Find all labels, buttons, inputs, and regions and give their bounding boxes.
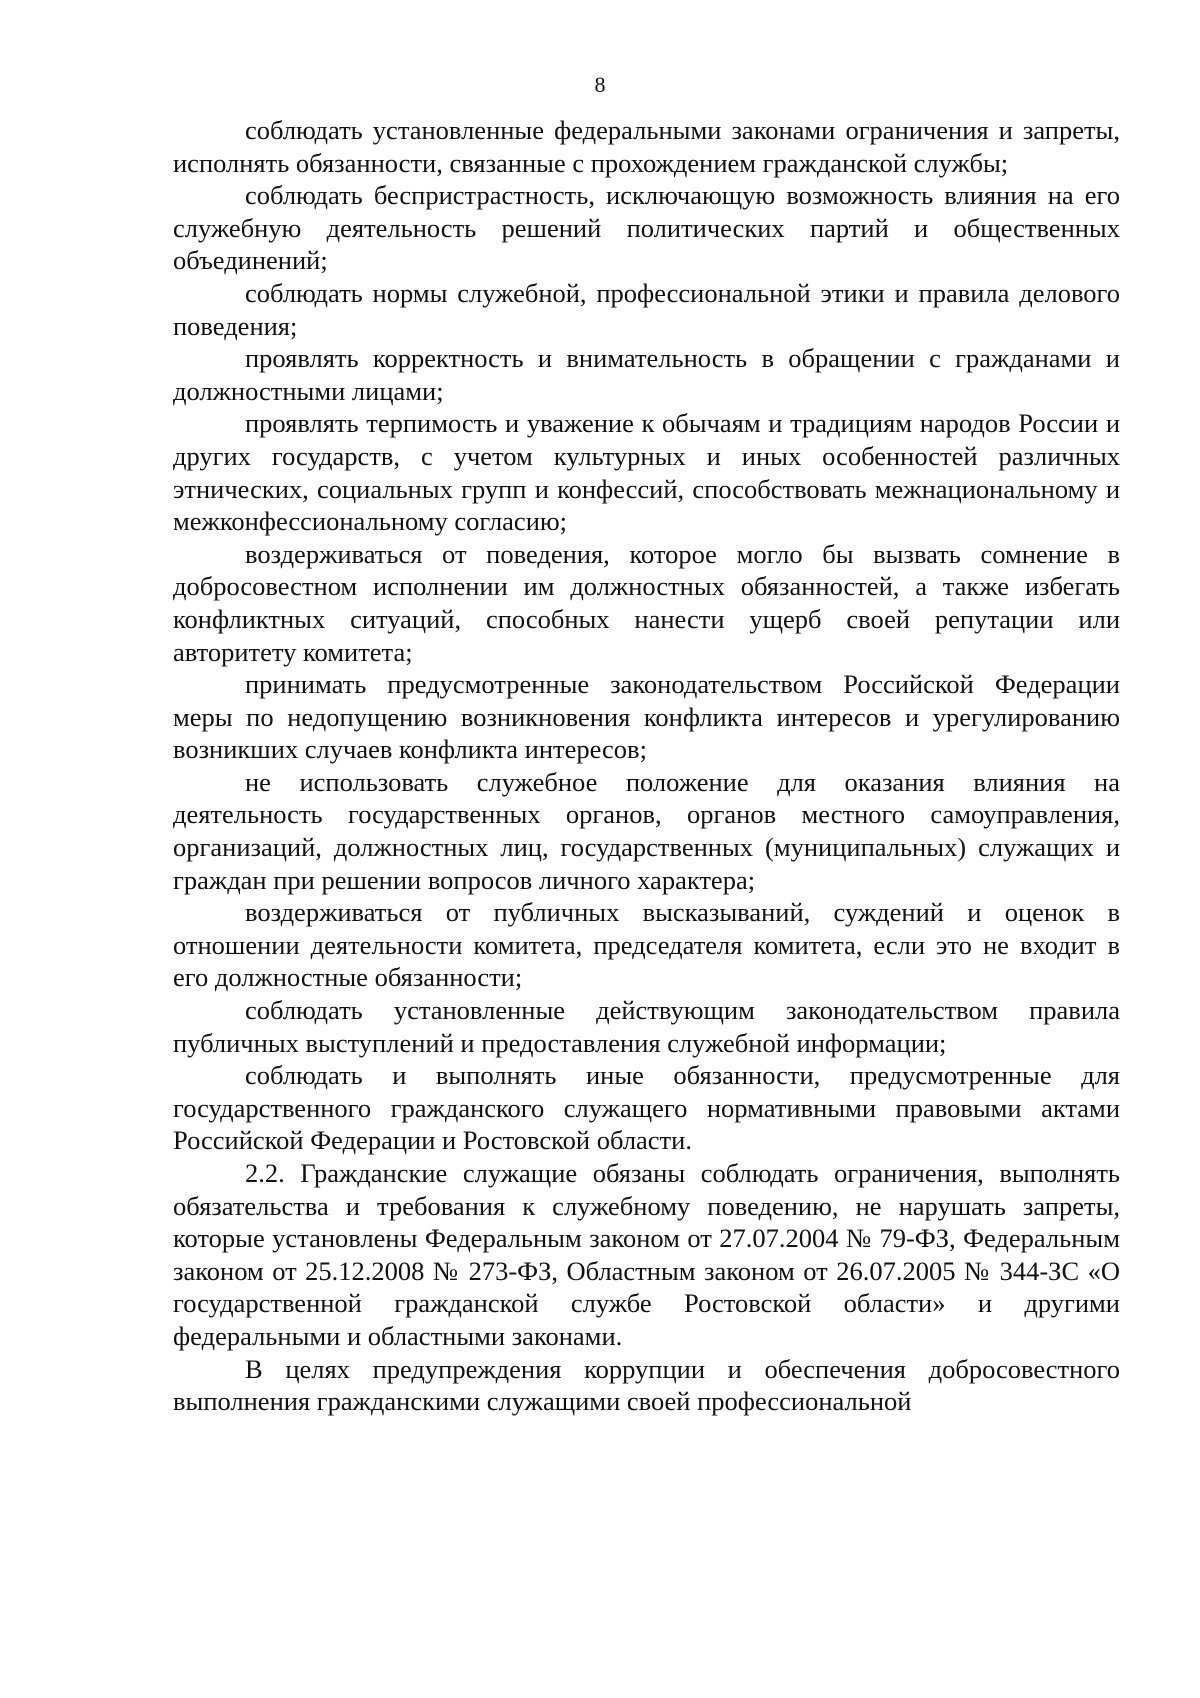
paragraph-3: соблюдать нормы служебной, профессиональной этики и правила делового поведения; [173,277,1120,341]
paragraph-10: соблюдать установленные действующим законодательством правила публичных выступлений и предоставления служебной информации; [173,995,1120,1058]
paragraph-8: не использовать служебное положение для оказания влияния на деятельность государственных органов, органов местного самоуправления, организаций, должностных лиц, государственных (муниципальных) служащих и граждан при решении вопросов личного характера; [173,766,1120,895]
paragraph-12: 2.2. Гражданские служащие обязаны соблюдать ограничения, выполнять обязательства и требования к служебному поведению, не нарушать запреты, которые установлены Федеральным законом от 27.07.2004 № 79-ФЗ, Федеральным законом от 25.12.2008 № 273-ФЗ, Областным законом от 26.07.2005 № 344-ЗС «О государственной гражданской службе Ростовской области» и другими федеральными и областными законами. [173,1158,1120,1351]
paragraph-11: соблюдать и выполнять иные обязанности, предусмотренные для государственного гражданского служащего нормативными правовыми актами Российской Федерации и Ростовской области. [173,1060,1120,1156]
paragraph-2: соблюдать беспристрастность, исключающую возможность влияния на его служебную деятельность решений политических партий и общественных объединений; [173,180,1120,276]
paragraph-6: воздерживаться от поведения, которое могло бы вызвать сомнение в добросовестном исполнении им должностных обязанностей, а также избегать конфликтных ситуаций, способных нанести ущерб своей репутации или авторитету комитета; [173,538,1120,667]
paragraph-13: В целях предупреждения коррупции и обеспечения добросовестного выполнения гражданскими служащими своей профессиональной [173,1353,1120,1417]
paragraph-1: соблюдать установленные федеральными законами ограничения и запреты, исполнять обязанности, связанные с прохождением гражданской службы; [173,115,1120,178]
page-number: 8 [594,72,606,97]
paragraph-5: проявлять терпимость и уважение к обычаям и традициям народов России и других государств, с учетом культурных и иных особенностей различных этнических, социальных групп и конфессий, способствовать межнациональному и межконфессиональному согласию; [173,408,1120,537]
paragraph-7: принимать предусмотренные законодательством Российской Федерации меры по недопущению возникновения конфликта интересов и урегулированию возникших случаев конфликта интересов; [173,669,1120,765]
paragraph-9: воздерживаться от публичных высказываний, суждений и оценок в отношении деятельности комитета, председателя комитета, если это не входит в его должностные обязанности; [173,897,1120,993]
body-text [173,114,1120,1418]
paragraph-4: проявлять корректность и внимательность в обращении с гражданами и должностными лицами; [173,343,1120,406]
